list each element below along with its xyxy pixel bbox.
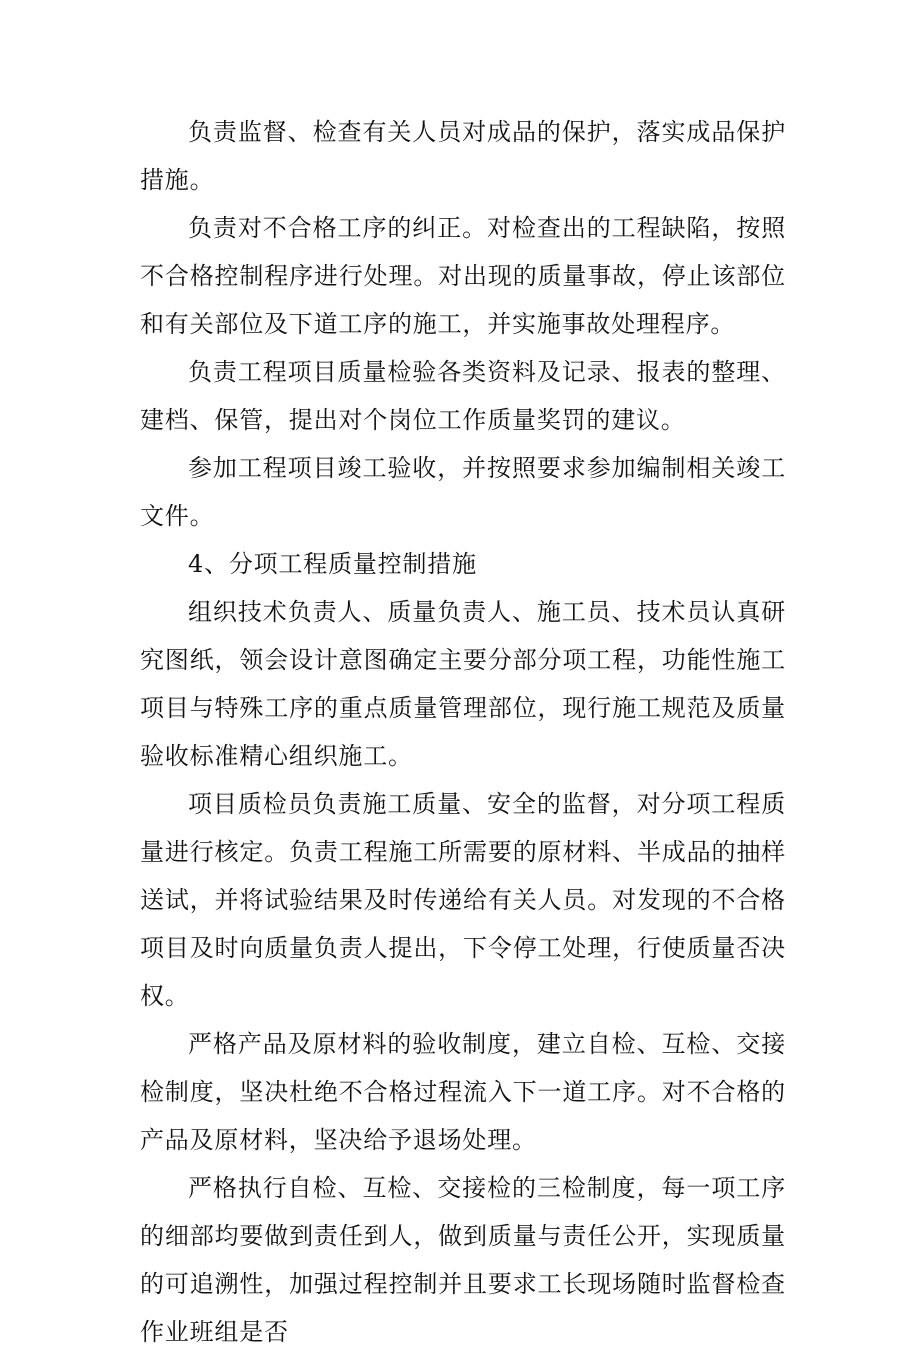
paragraph-study-drawings: 组织技术负责人、质量负责人、施工员、技术员认真研究图纸，领会设计意图确定主要分部分项工程，功能性施工项目与特殊工序的重点质量管理部位，现行施工规范及质量验收标准精心组织施工。: [140, 598, 786, 770]
document-body: [140, 108, 786, 1356]
paragraph-material-acceptance: 严格产品及原材料的验收制度，建立自检、互检、交接检制度，坚决杜绝不合格过程流入下一道工序。对不合格的产品及原材料，坚决给予退场处理。: [140, 1030, 786, 1154]
section-heading-subitem-quality-control: 4、分项工程质量控制措施: [188, 550, 477, 578]
paragraph-three-inspection-system: 严格执行自检、互检、交接检的三检制度，每一项工序的细部均要做到责任到人，做到质量与责任公开，实现质量的可追溯性，加强过程控制并且要求工长现场随时监督检查作业班组是否: [140, 1174, 786, 1346]
paragraph-nonconforming-correction: 负责对不合格工序的纠正。对检查出的工程缺陷，按照不合格控制程序进行处理。对出现的质量事故，停止该部位和有关部位及下道工序的施工，并实施事故处理程序。: [140, 214, 786, 338]
paragraph-quality-records: 负责工程项目质量检验各类资料及记录、报表的整理、建档、保管，提出对个岗位工作质量奖罚的建议。: [140, 358, 786, 434]
paragraph-quality-inspector: 项目质检员负责施工质量、安全的监督，对分项工程质量进行核定。负责工程施工所需要的原材料、半成品的抽样送试，并将试验结果及时传递给有关人员。对发现的不合格项目及时向质量负责人提出，下令停工处理，行使质量否决权。: [140, 790, 786, 1010]
paragraph-completion-acceptance: 参加工程项目竣工验收，并按照要求参加编制相关竣工文件。: [140, 454, 786, 530]
paragraph-product-protection: 负责监督、检查有关人员对成品的保护，落实成品保护措施。: [140, 118, 786, 194]
